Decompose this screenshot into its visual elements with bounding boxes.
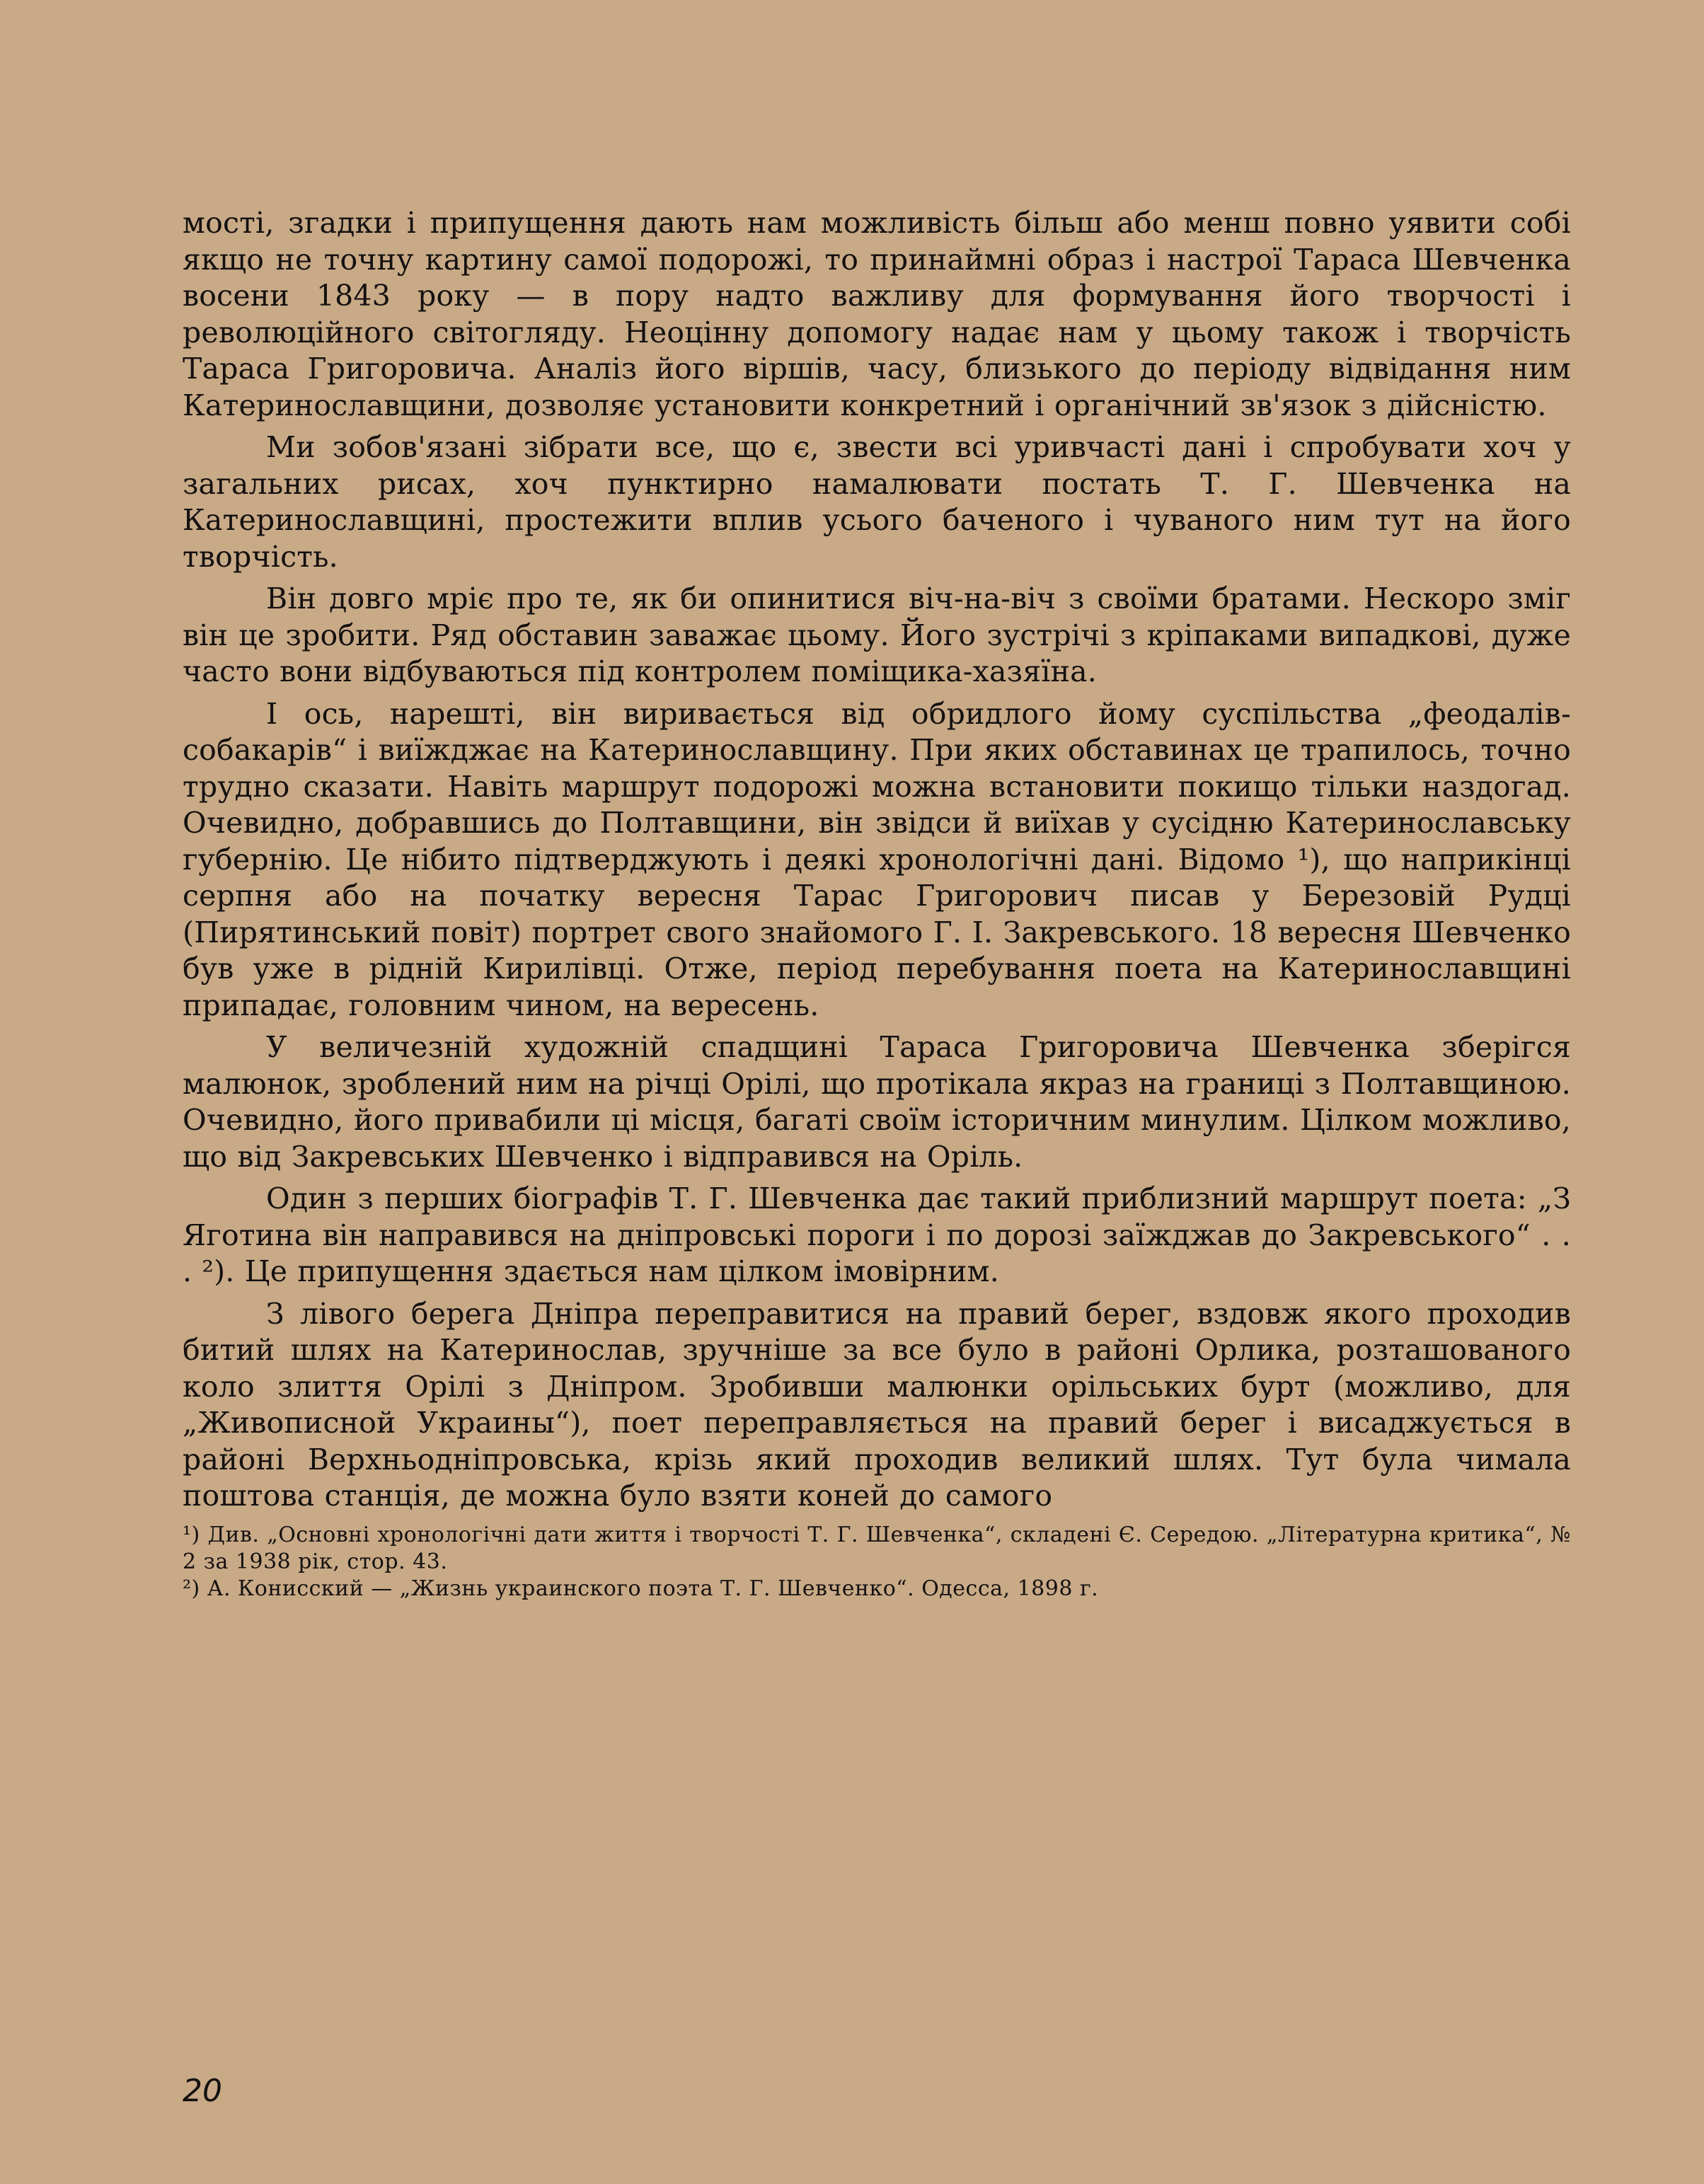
footnote-1: ¹) Див. „Основні хронологічні дати життя і творчості Т. Г. Шевченка“, складені Є. Середою. „Літературна критика“, № 2 за 1938 рік, стор. 43.	[183, 1522, 1571, 1574]
footnotes	[183, 1522, 1571, 1602]
paragraph-3: Він довго мріє про те, як би опинитися віч-на-віч з своїми братами. Нескоро зміг він це зробити. Ряд обставин заважає цьому. Його зустрічі з кріпаками випадкові, дуже часто вони відбуваються під контролем поміщика-хазяїна.	[183, 582, 1571, 688]
paragraph-6: Один з перших біографів Т. Г. Шевченка дає такий приблизний маршрут поета: „З Яготина він направився на дніпровські пороги і по дорозі заїжджав до Закревського“ . . . ²). Це припущення здається нам цілком імовірним.	[183, 1181, 1571, 1288]
paragraph-1: мості, згадки і припущення дають нам можливість більш або менш повно уявити собі якщо не точну картину самої подорожі, то принаймні образ і настрої Тараса Шевченка восени 1843 року — в пору надто важливу для формування його творчості і революційного світогляду. Неоцінну допомогу надає нам у цьому також і творчість Тараса Григоровича. Аналіз його віршів, часу, близького до періоду відвідання ним Катеринославщини, дозволяє установити конкретний і органічний зв'язок з дійсністю.	[183, 206, 1571, 422]
paragraph-2: Ми зобов'язані зібрати все, що є, звести всі уривчасті дані і спробувати хоч у загальних рисах, хоч пунктирно намалювати постать Т. Г. Шевченка на Катеринославщині, простежити вплив усього баченого і чуваного ним тут на його творчість.	[183, 430, 1571, 574]
paragraph-4: І ось, нарешті, він виривається від обридлого йому суспільства „феодалів-собакарів“ і виїжджає на Катеринославщину. При яких обставинах це трапилось, точно трудно сказати. Навіть маршрут подорожі можна встановити покищо тільки наздогад. Очевидно, добравшись до Полтавщини, він звідси й виїхав у сусідню Катеринославську губернію. Це нібито підтверджують і деякі хронологічні дані. Відомо ¹), що наприкінці серпня або на початку вересня Тарас Григорович писав у Березовій Рудці (Пирятинський повіт) портрет свого знайомого Г. І. Закревського. 18 вересня Шевченко був уже в рідній Кирилівці. Отже, період перебування поета на Катеринославщині припадає, головним чином, на вересень.	[183, 696, 1571, 1022]
page-number: 20	[183, 2073, 222, 2109]
paragraph-5: У величезній художній спадщині Тараса Григоровича Шевченка зберігся малюнок, зроблений ним на річці Орілі, що протікала якраз на границі з Полтавщиною. Очевидно, його привабили ці місця, багаті своїм історичним минулим. Цілком можливо, що від Закревських Шевченко і відправився на Оріль.	[183, 1030, 1571, 1174]
page-content	[183, 205, 1571, 2144]
paragraph-7: З лівого берега Дніпра переправитися на правий берег, вздовж якого проходив битий шлях на Катеринослав, зручніше за все було в районі Орлика, розташованого коло злиття Орілі з Дніпром. Зробивши малюнки орільських бурт (можливо, для „Живописной Украины“), поет переправляється на правий берег і висаджується в районі Верхньодніпровська, крізь який проходив великий шлях. Тут була чимала поштова станція, де можна було взяти коней до самого	[183, 1296, 1571, 1513]
footnote-2: ²) А. Конисский — „Жизнь украинского поэта Т. Г. Шевченко“. Одесса, 1898 г.	[183, 1576, 1099, 1601]
